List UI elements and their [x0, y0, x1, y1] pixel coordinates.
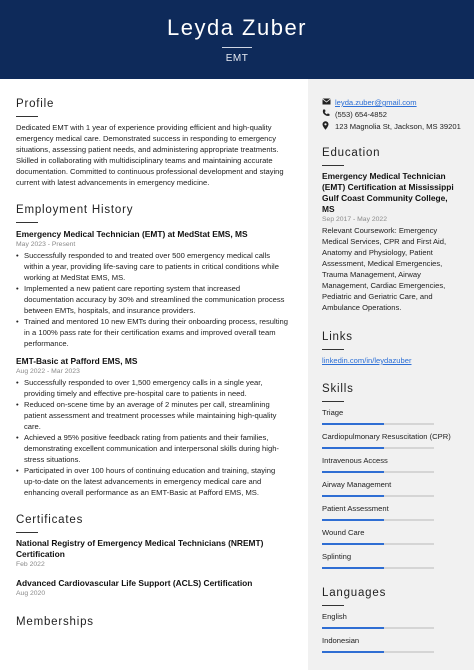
- map-pin-icon: [322, 121, 335, 133]
- skill-level-bar: [322, 567, 434, 569]
- linkedin-link[interactable]: linkedin.com/in/leydazuber: [322, 356, 412, 365]
- skill-name: Indonesian: [322, 636, 360, 645]
- skill-level-bar: [322, 543, 434, 545]
- skill-name: Intravenous Access: [322, 456, 388, 465]
- section-heading: Profile: [16, 98, 55, 110]
- skill-level-bar: [322, 651, 434, 653]
- email-link[interactable]: leyda.zuber@gmail.com: [335, 98, 417, 107]
- section-heading: Memberships: [16, 616, 94, 628]
- skill-item: [322, 455, 462, 473]
- contact-block: [322, 97, 462, 133]
- job-title: Emergency Medical Technician (EMT) at MedStat EMS, MS: [16, 229, 248, 239]
- skill-level-bar: [322, 519, 434, 521]
- job-bullet: • Participated in over 100 hours of continuing education and training, staying up-to-date on the latest advancements in emergency medical care and enhancing overall performance as an EMT-Basic at Pafford EMS, MS.: [16, 465, 288, 498]
- job-bullet: • Successfully responded to and treated over 500 emergency medical calls within a year, providing life-saving care to patients in critical conditions while working at MedStat EMS, MS.: [16, 250, 288, 283]
- skill-level-fill: [322, 447, 384, 449]
- skill-level-bar: [322, 447, 434, 449]
- skill-level-bar: [322, 423, 434, 425]
- skill-name: Patient Assessment: [322, 504, 389, 513]
- skill-level-bar: [322, 627, 434, 629]
- languages-list: [322, 611, 462, 653]
- profile-section: [16, 97, 288, 188]
- section-heading: Certificates: [16, 514, 84, 526]
- sidebar-column: [322, 97, 462, 653]
- heading-rule: [322, 605, 344, 606]
- envelope-icon: [322, 97, 335, 108]
- candidate-title: EMT: [225, 53, 249, 64]
- skill-name: Cardiopulmonary Resuscitation (CPR): [322, 432, 451, 441]
- employment-section: [16, 203, 288, 498]
- job-entry: [16, 356, 288, 498]
- heading-rule: [16, 116, 38, 117]
- links-section: [322, 330, 462, 366]
- section-heading: Links: [322, 331, 353, 343]
- job-bullet: • Implemented a new patient care reporting system that increased documentation accuracy by 30% and streamlined the communication process between EMTs, hospitals, and insurance providers.: [16, 283, 288, 316]
- skill-level-fill: [322, 495, 384, 497]
- education-section: [322, 146, 462, 313]
- skills-section: [322, 382, 462, 569]
- job-date: Aug 2022 - Mar 2023: [16, 368, 80, 375]
- job-title: EMT-Basic at Pafford EMS, MS: [16, 356, 138, 366]
- skill-level-fill: [322, 471, 384, 473]
- skill-level-fill: [322, 627, 384, 629]
- phone-icon: [322, 109, 335, 120]
- skill-name: English: [322, 612, 347, 621]
- education-coursework: Relevant Coursework: Emergency Medical Services, CPR and First Aid, Anatomy and Physiology, Patient Assessment, Medical Emergencies, Trauma Management, Airway Management, Cardiac Emergencies, Pediatric and Geriatric Care, and Ambulance Operations.: [322, 226, 447, 312]
- certificate-date: Feb 2022: [16, 561, 45, 568]
- memberships-section: [16, 615, 288, 629]
- job-entry: [16, 229, 288, 349]
- contact-email-row: [322, 97, 462, 108]
- skill-level-fill: [322, 651, 384, 653]
- skill-level-fill: [322, 423, 384, 425]
- header-divider: [222, 47, 252, 48]
- heading-rule: [322, 401, 344, 402]
- resume-header: [0, 0, 474, 79]
- education-date: Sep 2017 - May 2022: [322, 216, 387, 223]
- skill-name: Triage: [322, 408, 344, 417]
- job-bullet: • Achieved a 95% positive feedback rating from patients and their families, demonstrating excellent communication and interpersonal skills during high-stress situations.: [16, 432, 288, 465]
- main-column: [16, 97, 288, 629]
- skill-name: Splinting: [322, 552, 352, 561]
- job-date: May 2023 - Present: [16, 241, 76, 248]
- education-degree: Emergency Medical Technician (EMT) Certification at Mississippi Gulf Coast Community College, MS: [322, 171, 454, 214]
- section-heading: Languages: [322, 587, 387, 599]
- heading-rule: [16, 222, 38, 223]
- address-text: 123 Magnolia St, Jackson, MS 39201: [335, 122, 461, 131]
- skill-level-fill: [322, 543, 384, 545]
- profile-text: Dedicated EMT with 1 year of experience providing efficient and high-quality emergency medical care. Demonstrated success in responding to emergency situations, assessing patient needs, and administering appropriate treatments. Skilled in collaborating with multidisciplinary teams and maintaining accurate documentation. Committed to continuous professional development and staying current with latest advancements in emergency medicine.: [16, 123, 284, 187]
- skill-item: [322, 551, 462, 569]
- phone-text: (553) 654-4852: [335, 110, 387, 119]
- contact-phone-row: [322, 109, 462, 120]
- certificate-title: National Registry of Emergency Medical Technicians (NREMT) Certification: [16, 538, 264, 559]
- job-bullet: • Reduced on-scene time by an average of 2 minutes per call, streamlining patient assessment and treatment processes while maintaining high-quality care.: [16, 399, 288, 432]
- skill-item: [322, 611, 462, 629]
- skills-list: [322, 407, 462, 569]
- heading-rule: [322, 349, 344, 350]
- contact-address-row: [322, 121, 462, 133]
- heading-rule: [322, 165, 344, 166]
- job-bullets: [16, 250, 288, 349]
- skill-item: [322, 479, 462, 497]
- skill-item: [322, 503, 462, 521]
- job-bullet: • Successfully responded to over 1,500 emergency calls in a single year, providing timely and effective pre-hospital care to patients in need.: [16, 377, 288, 399]
- job-bullet: • Trained and mentored 10 new EMTs during their onboarding process, resulting in a 100% pass rate for their certification exams and improved overall team performance.: [16, 316, 288, 349]
- skill-name: Airway Management: [322, 480, 392, 489]
- skill-level-fill: [322, 519, 384, 521]
- languages-section: [322, 586, 462, 653]
- skill-name: Wound Care: [322, 528, 365, 537]
- certificate-title: Advanced Cardiovascular Life Support (ACLS) Certification: [16, 578, 253, 588]
- certificate-entry: [16, 578, 288, 599]
- certificate-entry: [16, 538, 288, 570]
- candidate-name: Leyda Zuber: [166, 15, 308, 40]
- skill-item: [322, 635, 462, 653]
- section-heading: Skills: [322, 383, 354, 395]
- skill-level-bar: [322, 471, 434, 473]
- skill-level-bar: [322, 495, 434, 497]
- certificates-section: [16, 513, 288, 599]
- certificate-date: Aug 2020: [16, 590, 46, 597]
- skill-level-fill: [322, 567, 384, 569]
- heading-rule: [16, 532, 38, 533]
- skill-item: [322, 407, 462, 425]
- section-heading: Employment History: [16, 204, 134, 216]
- job-bullets: [16, 377, 288, 498]
- section-heading: Education: [322, 147, 381, 159]
- skill-item: [322, 431, 462, 449]
- skill-item: [322, 527, 462, 545]
